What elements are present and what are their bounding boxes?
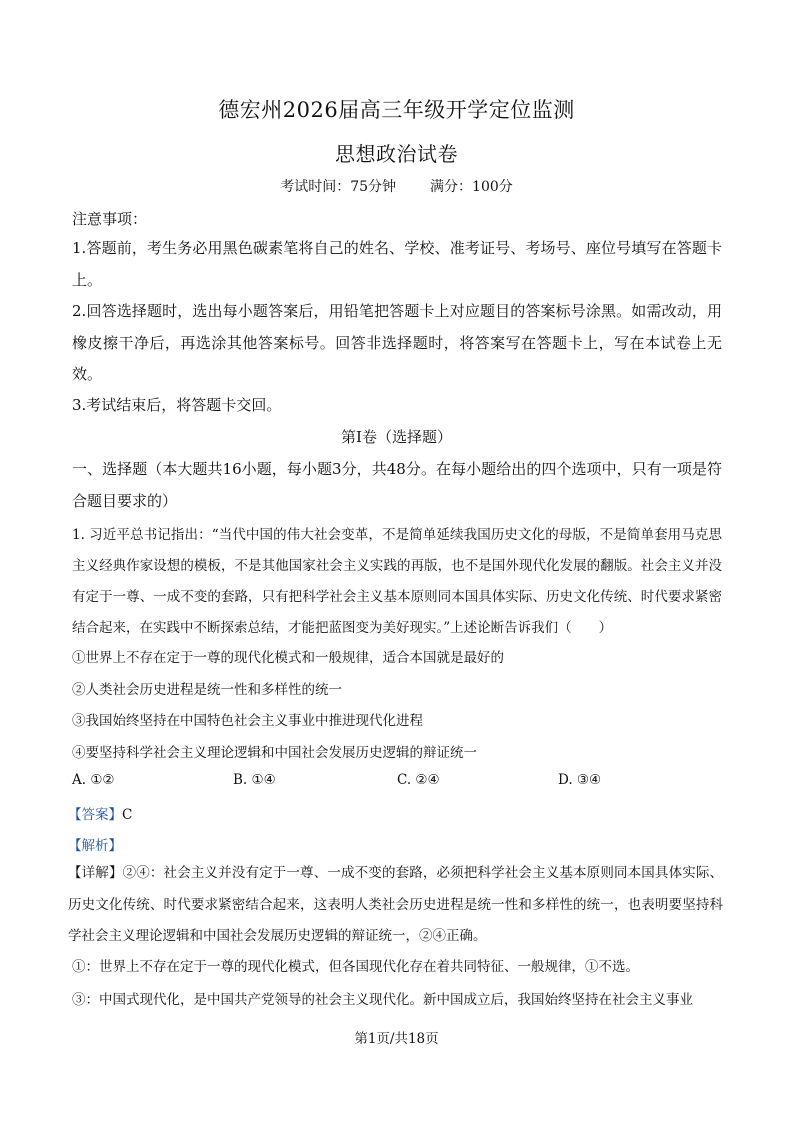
question-stem: 1. 习近平总书记指出：“当代中国的伟大社会变革，不是简单延续我国历史文化的母版，不是简单套用马克思主义经典作家设想的模板，不是其他国家社会主义实践的再版，也不是国外现代化发展的翻版。社会主义并没有定于一尊、一成不变的套路，只有把科学社会主义基本原则同本国具体实际、历史文化传统、时代要求紧密结合起来，在实践中不断探索总结，才能把蓝图变为美好现实。”上述论断告诉我们（ ） bbox=[72, 527, 722, 636]
answer-choices bbox=[72, 772, 722, 792]
statement-2: ②人类社会历史进程是统一性和多样性的统一 bbox=[72, 682, 342, 698]
answer-line bbox=[68, 803, 132, 823]
notice-item-3: 3.考试结束后，将答题卡交回。 bbox=[72, 396, 282, 414]
page-number: 第1页/共18页 bbox=[354, 1031, 439, 1047]
part-heading: 第Ⅰ卷（选择题） bbox=[341, 428, 452, 446]
statement-4: ④要坚持科学社会主义理论逻辑和中国社会发展历史逻辑的辩证统一 bbox=[72, 745, 477, 761]
analysis-tag: 【解析】 bbox=[68, 838, 122, 854]
time-label: 考试时间：75分钟 bbox=[280, 179, 397, 195]
choice-a: A. ①② bbox=[72, 772, 115, 788]
answer-value: C bbox=[122, 807, 133, 823]
detail-paragraph-3: ③：中国式现代化，是中国共产党领导的社会主义现代化。新中国成立后，我国始终坚持在社会主义事业 bbox=[72, 992, 693, 1008]
detail-tag: 【详解】 bbox=[68, 865, 123, 881]
choice-d: D. ③④ bbox=[558, 772, 602, 788]
detail-paragraph-2: ①：世界上不存在定于一尊的现代化模式，但各国现代化存在着共同特征、一般规律，①不选。 bbox=[72, 959, 639, 975]
subject-title: 思想政治试卷 bbox=[335, 142, 458, 166]
notice-heading: 注意事项： bbox=[72, 210, 148, 228]
detail-paragraph-1 bbox=[68, 858, 723, 953]
statement-1: ①世界上不存在定于一尊的现代化模式和一般规律，适合本国就是最好的 bbox=[72, 650, 504, 666]
answer-tag: 【答案】 bbox=[68, 807, 122, 823]
detail-text-1: ②④：社会主义并没有定于一尊、一成不变的套路，必须把科学社会主义基本原则同本国具体实际、历史文化传统、时代要求紧密结合起来，这表明人类社会历史进程是统一性和多样性的统一，也表明要坚持科学社会主义理论逻辑和中国社会发展历史逻辑的辩证统一，②④正确。 bbox=[68, 865, 724, 944]
choice-b: B. ①④ bbox=[233, 772, 276, 788]
notice-item-2: 2.回答选择题时，选出每小题答案后，用铅笔把答题卡上对应题目的答案标号涂黑。如需改动，用橡皮擦干净后，再选涂其他答案标号。回答非选择题时，将答案写在答题卡上，写在本试卷上无效。 bbox=[72, 302, 722, 383]
score-label: 满分：100分 bbox=[430, 179, 513, 195]
choice-c: C. ②④ bbox=[397, 772, 440, 788]
statement-3: ③我国始终坚持在中国特色社会主义事业中推进现代化进程 bbox=[72, 713, 423, 729]
section-instruction: 一、选择题（本大题共16小题，每小题3分，共48分。在每小题给出的四个选项中，只有一项是符合题目要求的） bbox=[72, 460, 722, 510]
exam-meta bbox=[0, 176, 793, 196]
notice-item-1: 1.答题前，考生务必用黑色碳素笔将自己的姓名、学校、准考证号、考场号、座位号填写在答题卡上。 bbox=[72, 239, 722, 289]
exam-title: 德宏州2026届高三年级开学定位监测 bbox=[218, 98, 575, 122]
